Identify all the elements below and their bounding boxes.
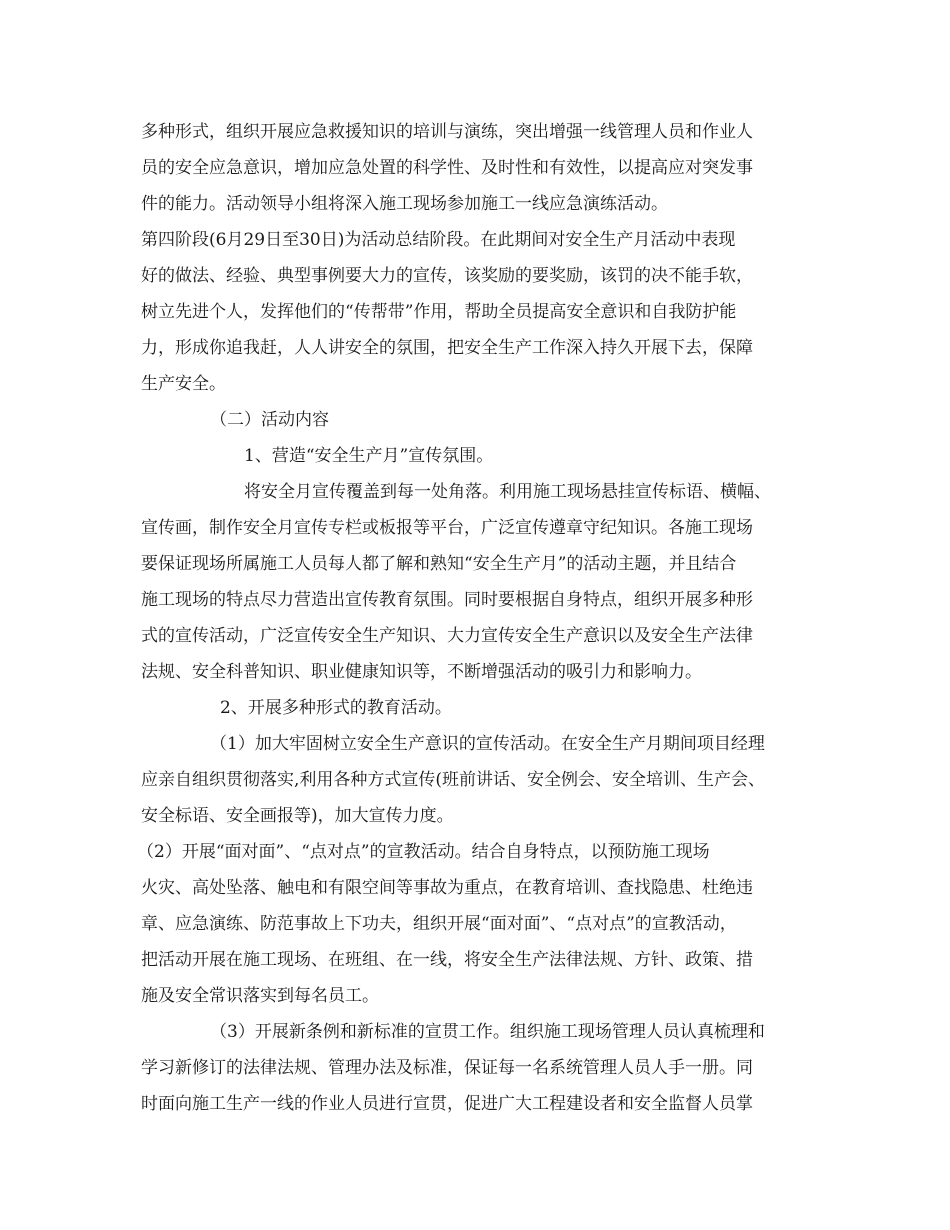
text-line: 安全标语、安全画报等)，加大宣传力度。 xyxy=(141,806,454,826)
subsection-heading: 2、开展多种形式的教育活动。 xyxy=(220,698,452,718)
text-line: 生产安全。 xyxy=(141,374,226,394)
section-heading: （二）活动内容 xyxy=(210,410,329,430)
text-line: 将安全月宣传覆盖到每一处角落。利用施工现场悬挂宣传标语、横幅、 xyxy=(244,482,771,502)
text-line: 多种形式，组织开展应急救援知识的培训与演练，突出增强一线管理人员和作业人 xyxy=(141,122,753,142)
text-line: 式的宣传活动，广泛宣传安全生产知识、大力宣传安全生产意识以及安全生产法律 xyxy=(141,626,753,646)
text-line: 时面向施工生产一线的作业人员进行宣贯，促进广大工程建设者和安全监督人员掌 xyxy=(141,1094,753,1114)
text-line: （2）开展“面对面”、“点对点”的宣教活动。结合自身特点，以预防施工现场 xyxy=(137,842,710,862)
subsection-heading: 1、营造“安全生产月”宣传氛围。 xyxy=(244,446,494,466)
text-line: （1）加大牢固树立安全生产意识的宣传活动。在安全生产月期间项目经理 xyxy=(210,734,765,754)
text-line: 宣传画，制作安全月宣传专栏或板报等平台，广泛宣传遵章守纪知识。各施工现场 xyxy=(141,518,753,538)
text-line: 把活动开展在施工现场、在班组、在一线，将安全生产法律法规、方针、政策、措 xyxy=(141,950,753,970)
text-line: 应亲自组织贯彻落实,利用各种方式宣传(班前讲话、安全例会、安全培训、生产会、 xyxy=(141,770,766,790)
text-line: 好的做法、经验、典型事例要大力的宣传，该奖励的要奖励，该罚的决不能手软， xyxy=(141,266,753,286)
text-line: 施及安全常识落实到每名员工。 xyxy=(141,986,379,1006)
text-line: 树立先进个人，发挥他们的“传帮带”作用，帮助全员提高安全意识和自我防护能 xyxy=(141,302,737,322)
text-line: 要保证现场所属施工人员每人都了解和熟知“安全生产月”的活动主题，并且结合 xyxy=(141,554,737,574)
text-line: 学习新修订的法律法规、管理办法及标准，保证每一名系统管理人员人手一册。同 xyxy=(141,1058,753,1078)
text-line: 员的安全应急意识，增加应急处置的科学性、及时性和有效性，以提高应对突发事 xyxy=(141,158,753,178)
text-line: （3）开展新条例和新标准的宣贯工作。组织施工现场管理人员认真梳理和 xyxy=(210,1022,765,1042)
text-line: 件的能力。活动领导小组将深入施工现场参加施工一线应急演练活动。 xyxy=(141,194,668,214)
text-line: 施工现场的特点尽力营造出宣传教育氛围。同时要根据自身特点，组织开展多种形 xyxy=(141,590,753,610)
text-line: 第四阶段(6月29日至30日)为活动总结阶段。在此期间对安全生产月活动中表现 xyxy=(141,230,736,250)
text-line: 法规、安全科普知识、职业健康知识等，不断增强活动的吸引力和影响力。 xyxy=(141,662,702,682)
text-line: 力，形成你追我赶，人人讲安全的氛围，把安全生产工作深入持久开展下去，保障 xyxy=(141,338,753,358)
text-line: 火灾、高处坠落、触电和有限空间等事故为重点，在教育培训、查找隐患、杜绝违 xyxy=(141,878,753,898)
text-line: 章、应急演练、防范事故上下功夫，组织开展“面对面”、“点对点”的宣教活动， xyxy=(141,914,737,934)
